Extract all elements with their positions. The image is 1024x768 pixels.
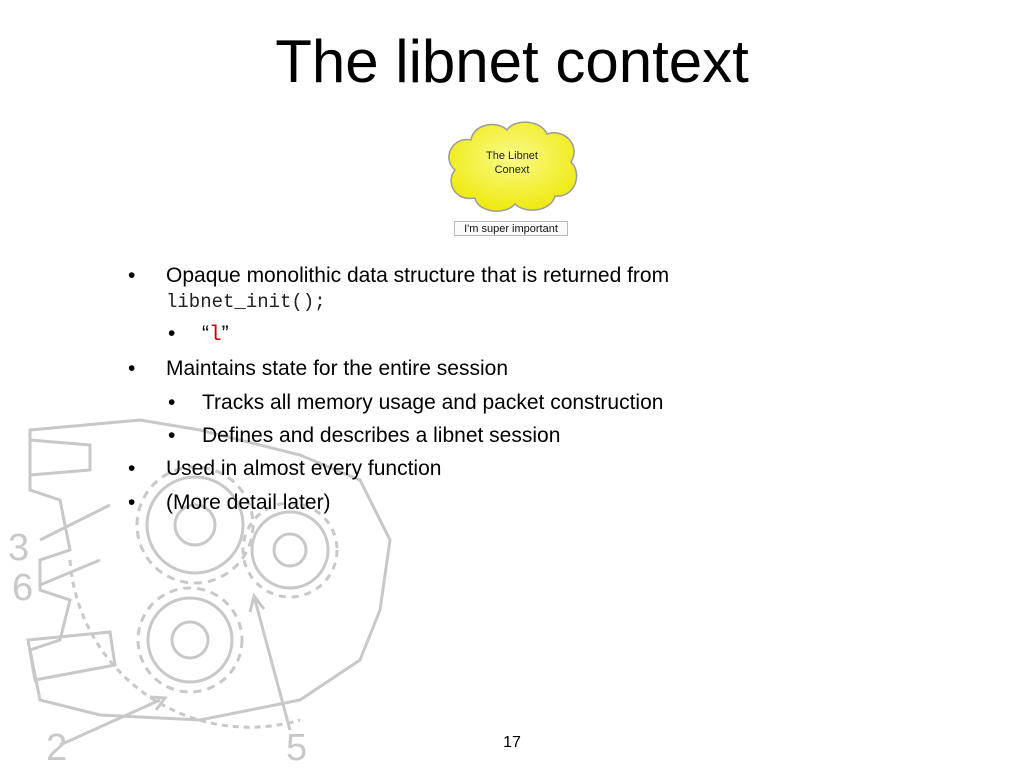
sub-bullet-text: Defines and describes a libnet session bbox=[202, 424, 561, 447]
bullet-dot: • bbox=[128, 457, 136, 480]
bullet-item bbox=[128, 455, 888, 483]
cloud-label: The Libnet Conext bbox=[486, 150, 538, 176]
bullet-text: (More detail later) bbox=[166, 491, 331, 514]
bullet-item bbox=[128, 489, 888, 517]
sub-bullet-dot: • bbox=[168, 424, 176, 447]
sub-bullet-dot: • bbox=[168, 391, 176, 414]
cloud-caption-label: I'm super important bbox=[454, 221, 568, 236]
open-quote: “ bbox=[202, 322, 209, 345]
watermark-number-2: 2 bbox=[46, 727, 68, 768]
sub-bullet-dot: • bbox=[168, 322, 176, 345]
bullet-list bbox=[128, 262, 888, 523]
sub-bullet-item bbox=[128, 422, 888, 450]
bullet-item bbox=[128, 262, 888, 314]
sub-bullet-item bbox=[128, 320, 888, 350]
bullet-text: Used in almost every function bbox=[166, 457, 442, 480]
bullet-item bbox=[128, 355, 888, 383]
watermark-number-3: 3 bbox=[8, 527, 30, 569]
sub-bullet-text: Tracks all memory usage and packet construction bbox=[202, 391, 664, 414]
bullet-text: Opaque monolithic data structure that is returned from bbox=[166, 264, 670, 287]
bullet-dot: • bbox=[128, 357, 136, 380]
page-number: 17 bbox=[503, 734, 521, 751]
bullet-dot: • bbox=[128, 264, 136, 287]
watermark-number-6: 6 bbox=[12, 567, 34, 609]
context-variable-code: l bbox=[209, 324, 222, 347]
bullet-text: Maintains state for the entire session bbox=[166, 357, 509, 380]
sub-bullet-item bbox=[128, 389, 888, 417]
slide-title: The libnet context bbox=[275, 28, 749, 95]
libnet-context-cloud bbox=[441, 118, 583, 216]
close-quote: ” bbox=[221, 322, 229, 345]
watermark-number-5: 5 bbox=[286, 727, 308, 768]
bullet-code: libnet_init(); bbox=[166, 291, 326, 313]
bullet-dot: • bbox=[128, 491, 136, 514]
